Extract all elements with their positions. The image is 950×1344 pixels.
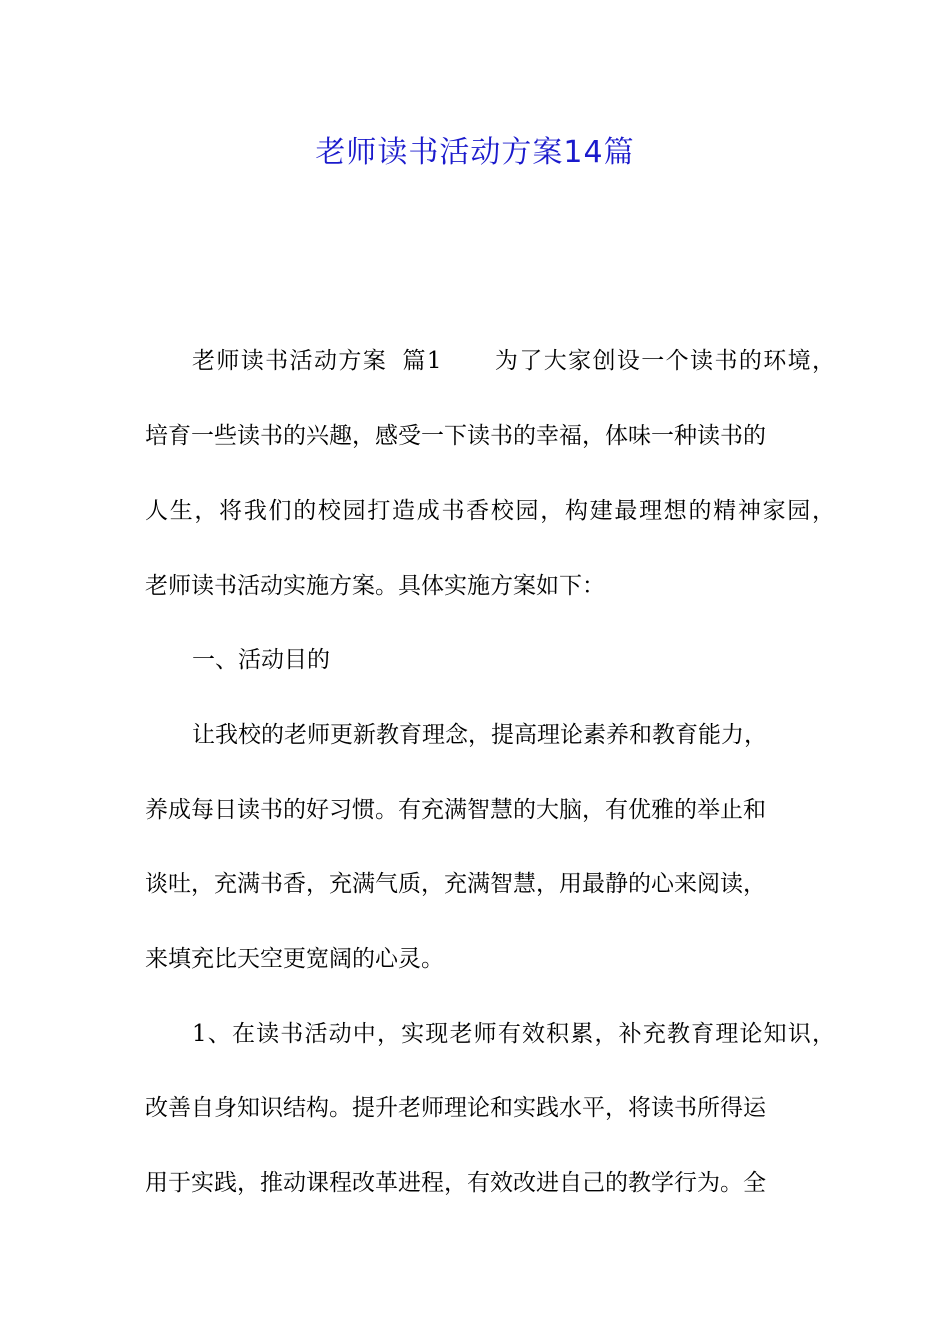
section-heading-goals: 一、活动目的 xyxy=(192,647,330,673)
paragraph-text: 为了大家创设一个读书的环境， xyxy=(493,348,836,374)
paragraph-line-6: 养成每日读书的好习惯。有充满智慧的大脑，有优雅的举止和 xyxy=(145,797,766,823)
paragraph-line-5: 让我校的老师更新教育理念，提高理论素养和教育能力， xyxy=(192,722,767,748)
document-title: 老师读书活动方案14篇 xyxy=(315,135,635,170)
paragraph-line-8: 来填充比天空更宽阔的心灵。 xyxy=(145,946,444,972)
paragraph-line-7: 谈吐，充满书香，充满气质，充满智慧，用最静的心来阅读， xyxy=(145,871,766,897)
paragraph-line-4: 老师读书活动实施方案。具体实施方案如下： xyxy=(145,573,605,599)
paragraph-line-3: 人生，将我们的校园打造成书香校园，构建最理想的精神家园， xyxy=(145,498,835,524)
section-heading: 老师读书活动方案 xyxy=(192,348,388,374)
paragraph-line-2: 培育一些读书的兴趣，感受一下读书的幸福，体味一种读书的 xyxy=(145,423,766,449)
paragraph-line-9: 1、在读书活动中，实现老师有效积累，补充教育理论知识， xyxy=(192,1021,835,1047)
paragraph-line-10: 改善自身知识结构。提升老师理论和实践水平，将读书所得运 xyxy=(145,1095,766,1121)
paragraph-line-11: 用于实践，推动课程改革进程，有效改进自己的教学行为。全 xyxy=(145,1170,766,1196)
section-number: 篇1 xyxy=(401,348,442,374)
paragraph-line-1 xyxy=(192,341,835,381)
